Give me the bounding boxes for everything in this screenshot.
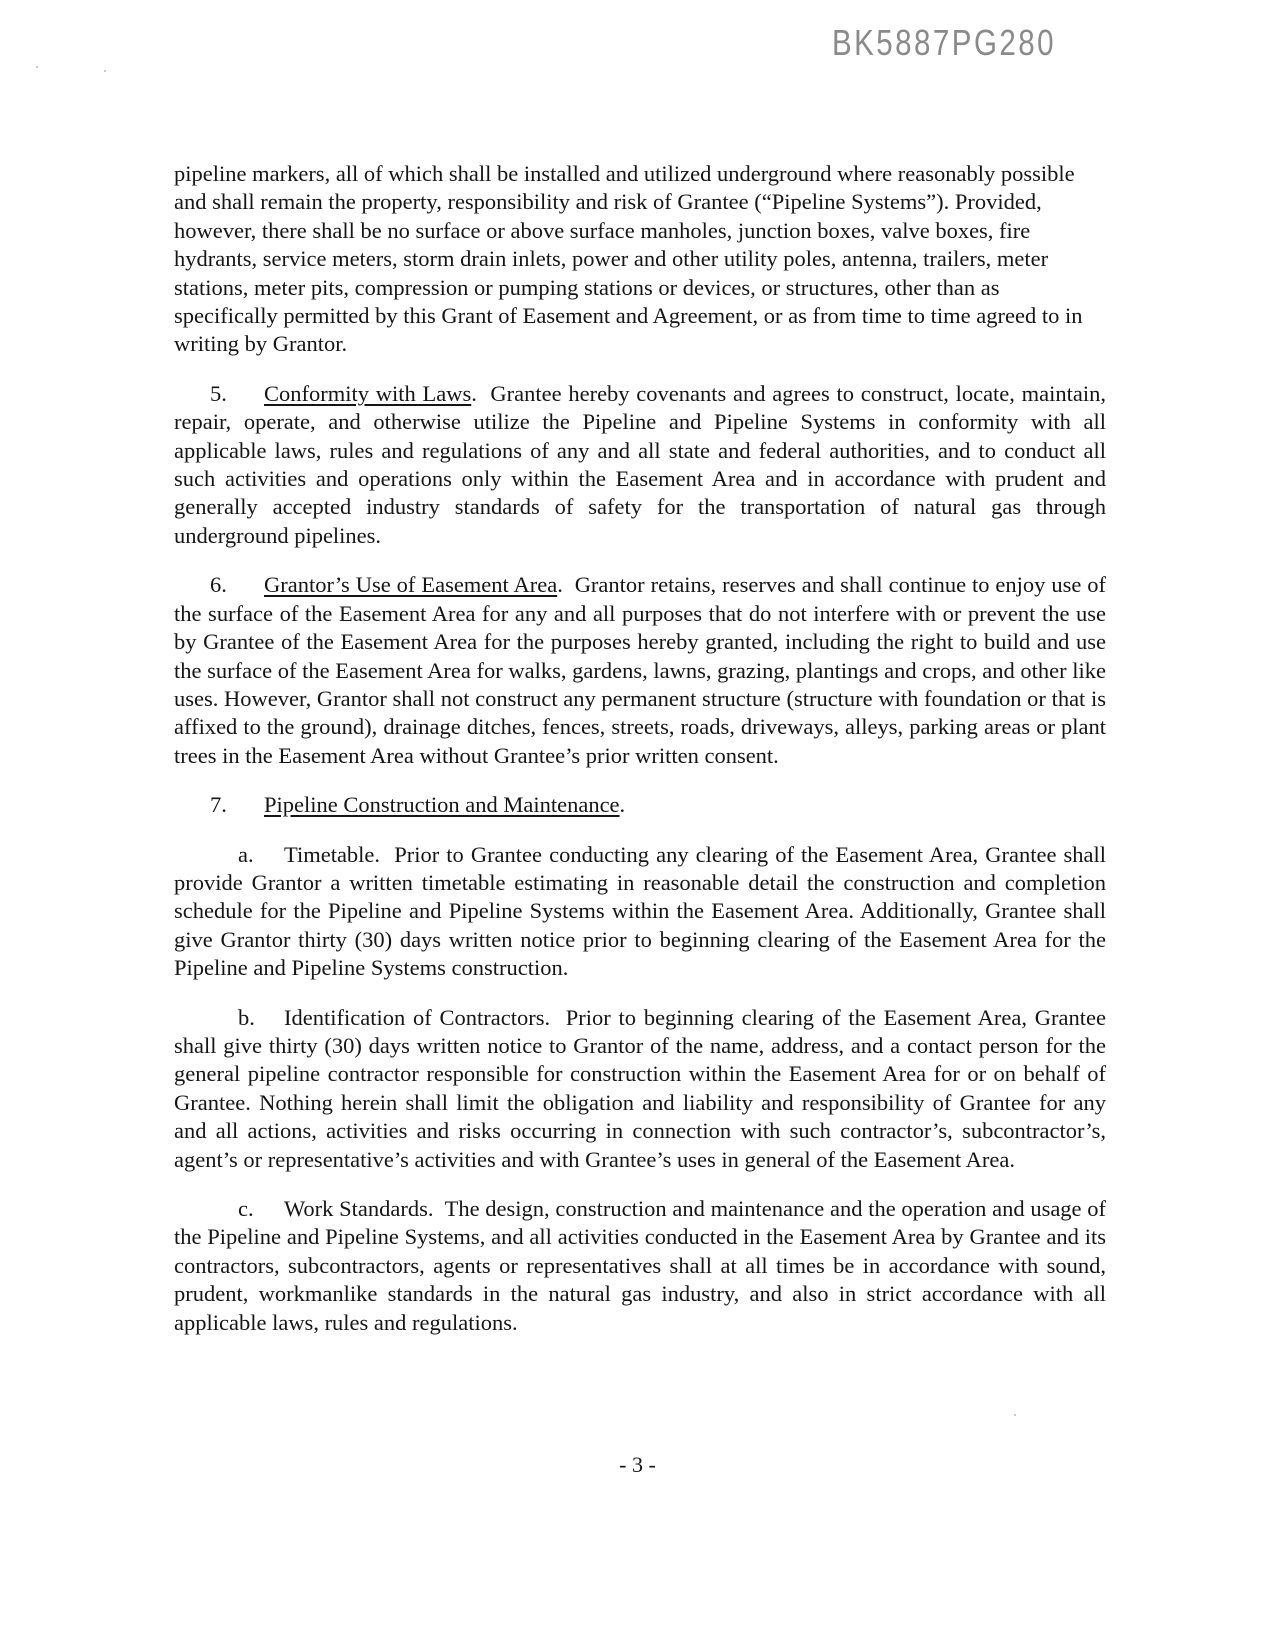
book-page-stamp: BK5887PG280	[832, 22, 1057, 63]
subsection-text: Prior to beginning clearing of the Easement Area, Grantee shall give thirty (30) days written notice to Grantor of the name, address, and a contact person for the general pipeline contractor responsible for construction within the Easement Area for or on behalf of Grantee. Nothing herein shall limit the obligation and liability and responsibility of Grantee for any and all actions, activities and risks occurring in connection with such contractor’s, subcontractor’s, agent’s or representative’s activities and with Grantee’s uses in general of the Easement Area.	[174, 1004, 1107, 1172]
subsection-text: Prior to Grantee conducting any clearing of the Easement Area, Grantee shall provide Grantor a written timetable estimating in reasonable detail the construction and completion schedule for the Pipeline and Pipeline Systems within the Easement Area. Additionally, Grantee shall give Grantor thirty (30) days written notice prior to beginning clearing of the Easement Area for the Pipeline and Pipeline Systems construction.	[174, 841, 1107, 981]
subsection-a	[174, 841, 1106, 983]
subsection-title: Timetable.	[284, 841, 381, 867]
section-6: 6. Grantor’s Use of Easement Area. Grantor retains, reserves and shall continue to enjoy use of the surface of the Easement Area for any and all purposes that do not interfere with or prevent the use by Grantee of the Easement Area for the purposes hereby granted, including the right to build and use the surface of the Easement Area for walks, gardens, lawns, grazing, plantings and crops, and other like uses. However, Grantor shall not construct any permanent structure (structure with foundation or that is affixed to the ground), drainage ditches, fences, streets, roads, driveways, alleys, parking areas or plant trees in the Easement Area without Grantee’s prior written consent.	[174, 572, 1107, 768]
document-body	[174, 160, 1106, 1337]
page-number: - 3 -	[619, 1452, 656, 1477]
subsection-letter: c.	[238, 1196, 254, 1221]
subsection-c	[174, 1195, 1106, 1337]
section-number: 7.	[210, 792, 227, 818]
section-5: 5. Conformity with Laws. Grantee hereby covenants and agrees to construct, locate, maintain, repair, operate, and otherwise utilize the Pipeline and Pipeline Systems in conformity with all applicable laws, rules and regulations of any and all state and federal authorities, and to conduct all such activities and operations only within the Easement Area and in accordance with prudent and generally accepted industry standards of safety for the transportation of natural gas through underground pipelines.	[174, 380, 1107, 548]
subsection-title: Work Standards.	[284, 1196, 434, 1221]
subsection-title: Identification of Contractors.	[284, 1004, 551, 1030]
subsection-letter: a.	[238, 841, 254, 867]
scan-speck	[104, 70, 106, 72]
section-7-heading: 7. Pipeline Construction and Maintenance.	[174, 791, 1106, 819]
section-heading: Grantor’s Use of Easement Area	[264, 572, 558, 598]
intro-paragraph: pipeline markers, all of which shall be installed and utilized underground where reasonably possible and shall remain the property, responsibility and risk of Grantee (“Pipeline Systems”). Provided, however, there shall be no surface or above surface manholes, junction boxes, valve boxes, fire hydrants, service meters, storm drain inlets, power and other utility poles, antenna, trailers, meter stations, meter pits, compression or pumping stations or devices, or structures, other than as specifically permitted by this Grant of Easement and Agreement, or as from time to time agreed to in writing by Grantor.	[174, 161, 1083, 357]
section-number: 6.	[210, 572, 227, 598]
scan-speck	[36, 66, 38, 68]
scan-speck	[1014, 1414, 1016, 1416]
subsection-text: The design, construction and maintenance and the operation and usage of the Pipeline and Pipeline Systems, and all activities conducted in the Easement Area by Grantee and its contractors, subcontractors, agents or representatives shall at all times be in accordance with sound, prudent, workmanlike standards in the natural gas industry, and also in strict accordance with all applicable laws, rules and regulations.	[174, 1196, 1107, 1335]
section-text: Grantee hereby covenants and agrees to construct, locate, maintain, repair, operate, and otherwise utilize the Pipeline and Pipeline Systems in conformity with all applicable laws, rules and regulations of any and all state and federal authorities, and to conduct all such activities and operations only within the Easement Area and in accordance with prudent and generally accepted industry standards of safety for the transportation of natural gas through underground pipelines.	[174, 380, 1107, 548]
subsection-b	[174, 1004, 1106, 1174]
section-heading: Conformity with Laws	[264, 380, 472, 406]
section-text: Grantor retains, reserves and shall continue to enjoy use of the surface of the Easement Area for any and all purposes that do not interfere with or prevent the use by Grantee of the Easement Area for the purposes hereby granted, including the right to build and use the surface of the Easement Area for walks, gardens, lawns, grazing, plantings and crops, and other like uses. However, Grantor shall not construct any permanent structure (structure with foundation or that is affixed to the ground), drainage ditches, fences, streets, roads, driveways, alleys, parking areas or plant trees in the Easement Area without Grantee’s prior written consent.	[174, 572, 1107, 768]
section-heading: Pipeline Construction and Maintenance	[264, 792, 620, 818]
subsection-letter: b.	[238, 1004, 255, 1030]
section-number: 5.	[210, 380, 227, 406]
